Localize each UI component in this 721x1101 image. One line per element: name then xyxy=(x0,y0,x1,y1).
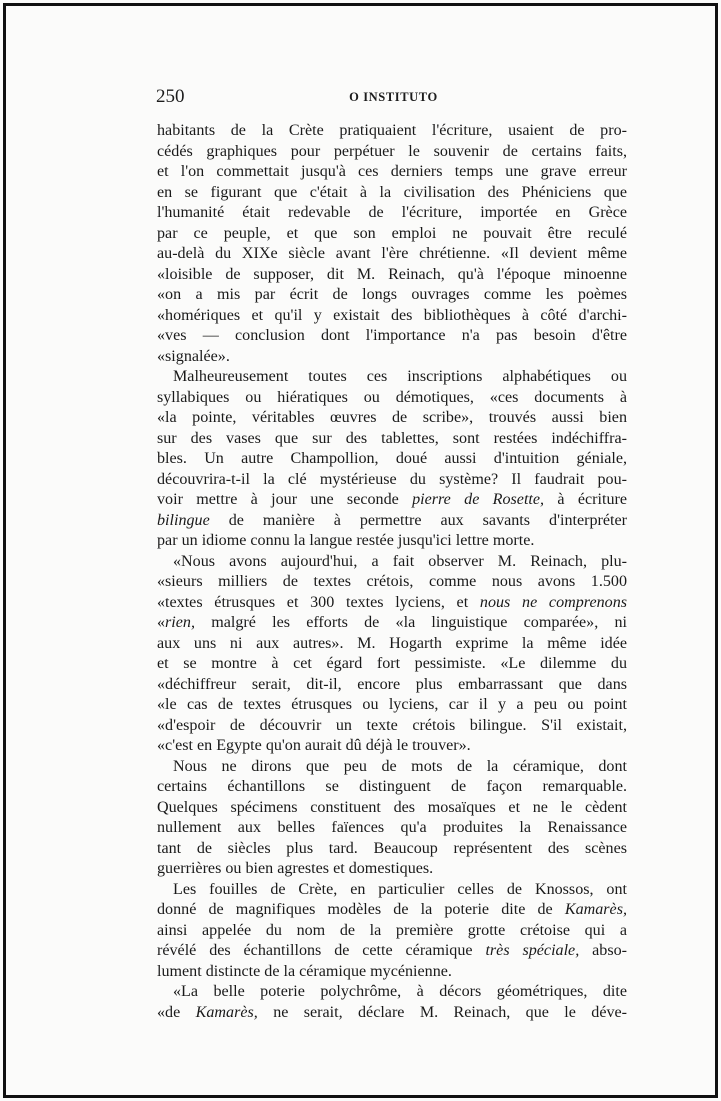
text-line: guerrières ou bien agrestes et domestiques. xyxy=(157,860,434,877)
text-line: «sieurs milliers de textes crétois, comme nous avons 1.500 xyxy=(157,573,627,590)
text-line: et se montre à cet égard fort pessimiste. «Le dilemme du xyxy=(157,655,627,672)
text-line: aux uns ni aux autres». M. Hogarth exprime la même idée xyxy=(157,634,627,652)
text-line: «loisible de supposer, dit M. Reinach, qu'à l'époque minoenne xyxy=(157,265,627,283)
text-line xyxy=(157,593,627,614)
text-line: par un idiome connu la langue restée jusqu'ici lettre morte. xyxy=(157,532,535,549)
text-line xyxy=(157,511,627,532)
text-line: tant de siècles plus tard. Beaucoup représentent des scènes xyxy=(157,839,627,857)
italic-segment: nous ne comprenons xyxy=(479,593,628,611)
page-number: 250 xyxy=(156,86,185,107)
text-segment: de manière à permettre aux savants d'interpréter xyxy=(228,511,627,529)
page-header xyxy=(156,86,631,108)
text-line: «Nous avons aujourd'hui, a fait observer M. Reinach, plu- xyxy=(173,552,627,570)
text-line: ainsi appelée du nom de la première grotte crétoise qui a xyxy=(157,921,627,939)
text-segment: donné de magnifiques modèles de la poterie dite de xyxy=(157,901,553,918)
italic-segment: Kamarès, xyxy=(564,901,627,918)
text-line: «ves — conclusion dont l'importance n'a pas besoin d'être xyxy=(157,327,627,344)
text-line: syllabiques ou hiératiques ou démotiques, «ces documents à xyxy=(157,388,627,406)
text-line xyxy=(157,941,627,962)
text-segment: «textes étrusques et 300 textes lyciens, et xyxy=(157,593,469,611)
text-line: Nous ne dirons que peu de mots de la céramique, dont xyxy=(173,757,627,775)
text-line: découvrira-t-il la clé mystérieuse du système? Il faudrait pou- xyxy=(157,470,627,488)
text-line: cédés graphiques pour perpétuer le souvenir de certains faits, xyxy=(157,142,627,160)
text-line: habitants de la Crète pratiquaient l'écriture, usaient de pro- xyxy=(157,122,627,139)
text-line xyxy=(157,1003,627,1024)
text-segment: ne serait, déclare M. Reinach, que le déve- xyxy=(273,1003,628,1021)
text-line: «déchiffreur serait, dit-il, encore plus embarrassant que dans xyxy=(157,675,627,693)
text-line: bles. Un autre Champollion, doué aussi d'intuition géniale, xyxy=(157,450,627,467)
italic-segment: Kamarès, xyxy=(195,1003,258,1021)
text-line xyxy=(157,490,627,511)
text-segment: révélé des échantillons de cette céramique xyxy=(157,942,473,959)
text-segment: «de xyxy=(157,1003,181,1021)
text-line: «signalée». xyxy=(157,347,230,365)
text-line: nullement aux belles faïences qu'a produites la Renaissance xyxy=(157,819,627,836)
text-line: lument distincte de la céramique mycénienne. xyxy=(157,962,452,980)
text-line: et l'on commettait jusqu'à ces derniers temps une grave erreur xyxy=(157,163,627,180)
text-line: au-delà du XIXe siècle avant l'ère chrétienne. «Il devient même xyxy=(157,245,627,262)
text-line xyxy=(157,613,627,634)
text-line: Les fouilles de Crète, en particulier celles de Knossos, ont xyxy=(173,880,627,898)
text-line: «c'est en Egypte qu'on aurait dû déjà le trouver». xyxy=(157,737,471,754)
body-text xyxy=(157,121,627,1023)
text-line: «le cas de textes étrusques ou lyciens, car il y a peu ou point xyxy=(157,696,627,713)
text-line: «on a mis par écrit de longs ouvrages comme les poèmes xyxy=(157,286,627,303)
text-line: certains échantillons se distinguent de façon remarquable. xyxy=(157,778,627,795)
text-line: «la pointe, véritables œuvres de scribe», trouvés aussi bien xyxy=(157,409,627,426)
text-line: «d'espoir de découvrir un texte crétois bilingue. S'il existait, xyxy=(157,716,627,734)
text-line: «homériques et qu'il y existait des bibliothèques à côté d'archi- xyxy=(157,306,627,324)
text-segment: abso- xyxy=(592,942,627,959)
text-segment: malgré les efforts de «la linguistique comparée», ni xyxy=(211,614,627,631)
italic-segment: pierre de Rosette, xyxy=(412,491,545,508)
running-head: O INSTITUTO xyxy=(349,90,438,104)
text-line: «La belle poterie polychrôme, à décors géométriques, dite xyxy=(173,983,627,1000)
text-segment: voir mettre à jour une seconde xyxy=(157,491,399,508)
italic-segment: rien, xyxy=(165,614,195,631)
text-line: par ce peuple, et que son emploi ne pouvait être reculé xyxy=(157,224,627,242)
text-line: sur des vases que sur des tablettes, sont restées indéchiffra- xyxy=(157,429,627,447)
italic-segment: bilingue xyxy=(157,511,210,529)
text-line: Malheureusement toutes ces inscriptions alphabétiques ou xyxy=(173,368,627,385)
text-line: l'humanité était redevable de l'écriture, importée en Grèce xyxy=(157,204,627,221)
text-line: en se figurant que c'était à la civilisation des Phéniciens que xyxy=(157,183,627,201)
text-line: Quelques spécimens constituent des mosaïques et ne le cèdent xyxy=(157,798,627,816)
text-line xyxy=(157,900,627,921)
text-segment: « xyxy=(157,614,166,631)
text-segment: à écriture xyxy=(557,491,627,508)
italic-segment: très spéciale, xyxy=(485,942,580,959)
